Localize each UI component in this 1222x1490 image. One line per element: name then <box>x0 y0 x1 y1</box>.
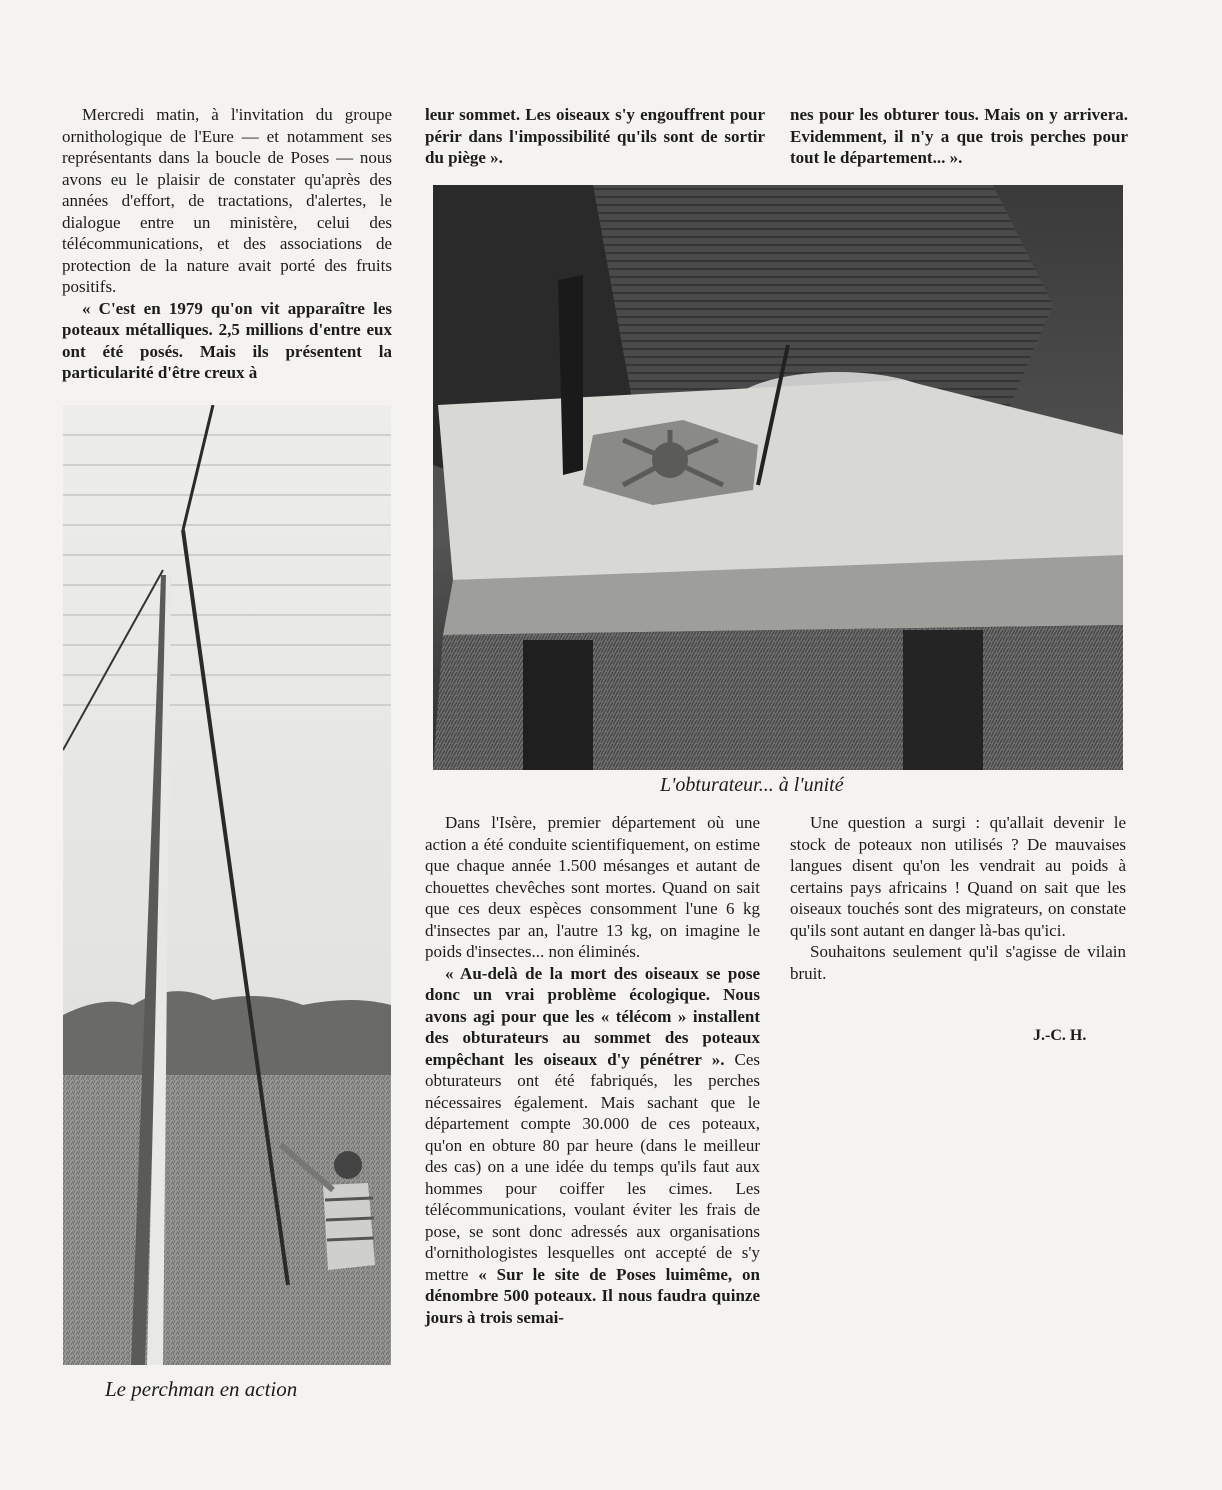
paragraph-isere: Dans l'Isère, premier département où une action a été conduite scientifiquement, on estime que chaque année 1.500 mésanges et autant de chouettes chevêches sont mortes. Quand on sait que ces deux espèces consomment l'une 6 kg d'insectes par an, l'autre 13 kg, on imagine le poids d'insectes... non éliminés. <box>425 813 760 961</box>
text-perches: Ces obturateurs ont été fabriqués, les perches nécessaires également. Mais sachant que le département compte 30.000 de ces poteaux, qu'on en obture 80 par heure (dans le meilleur des cas) on a une idée du temps qu'ils faut aux hommes pour coiffer les cimes. Les télécommunications, voulant éviter les frais de pose, se sont donc adressés aux organisations d'ornithologistes lesquelles ont accepté de s'y mettre <box>425 1049 761 1284</box>
photo-obturateur <box>433 185 1123 770</box>
article-column-1 <box>62 104 392 384</box>
article-column-3 <box>790 812 1126 984</box>
author-signature: J.-C. H. <box>1033 1027 1087 1044</box>
paragraph-quote-1979: « C'est en 1979 qu'on vit apparaître les poteaux métalliques. 2,5 millions d'entre eux ont été posés. Mais ils présentent la particularité d'être creux à <box>62 298 392 382</box>
paragraph-question: Une question a surgi : qu'allait devenir le stock de poteaux non utilisés ? De mauvaises langues disent qu'on les vendrait au poids à certains pays africains ! Quand on sait que les oiseaux touchés sont des migrateurs, on constate qu'ils sont autant en danger là-bas qu'ici. <box>790 813 1126 940</box>
paragraph-souhaitons: Souhaitons seulement qu'il s'agisse de vilain bruit. <box>790 942 1126 983</box>
paragraph-intro: Mercredi matin, à l'invitation du groupe ornithologique de l'Eure — et notamment ses représentants dans la boucle de Poses — nous avons eu le plaisir de constater qu'après des années d'effort, de tractations, d'alertes, le dialogue entre un ministère, celui des télécommunications, et des associations de protection de la nature avait porté des fruits positifs. <box>62 105 392 296</box>
article-column-2 <box>425 812 760 1328</box>
caption-perchman: Le perchman en action <box>105 1377 298 1401</box>
quote-poses: « Sur le site de Poses luimême, on dénombre 500 poteaux. Il nous faudra quinze jours à trois semai- <box>425 1264 760 1327</box>
paragraph-continuation-end: nes pour les obturer tous. Mais on y arrivera. Evidemment, il n'y a que trois perches pour tout le département... ». <box>790 105 1128 167</box>
quote-ecologique: « Au-delà de la mort des oiseaux se pose donc un vrai problème écologique. Nous avons agi pour que les « télécom » installent des obturateurs au sommet des poteaux empêchant les oiseaux d'y pénétrer ». <box>425 963 760 1069</box>
paragraph-obturateurs <box>425 963 760 1329</box>
photo-perchman <box>63 405 391 1365</box>
article-column-2-top <box>425 104 765 169</box>
article-column-3-top <box>790 104 1128 169</box>
caption-obturateur: L'obturateur... à l'unité <box>660 774 844 796</box>
paragraph-continuation: leur sommet. Les oiseaux s'y engouffrent pour périr dans l'impossibilité qu'ils sont de sortir du piège ». <box>425 105 765 167</box>
